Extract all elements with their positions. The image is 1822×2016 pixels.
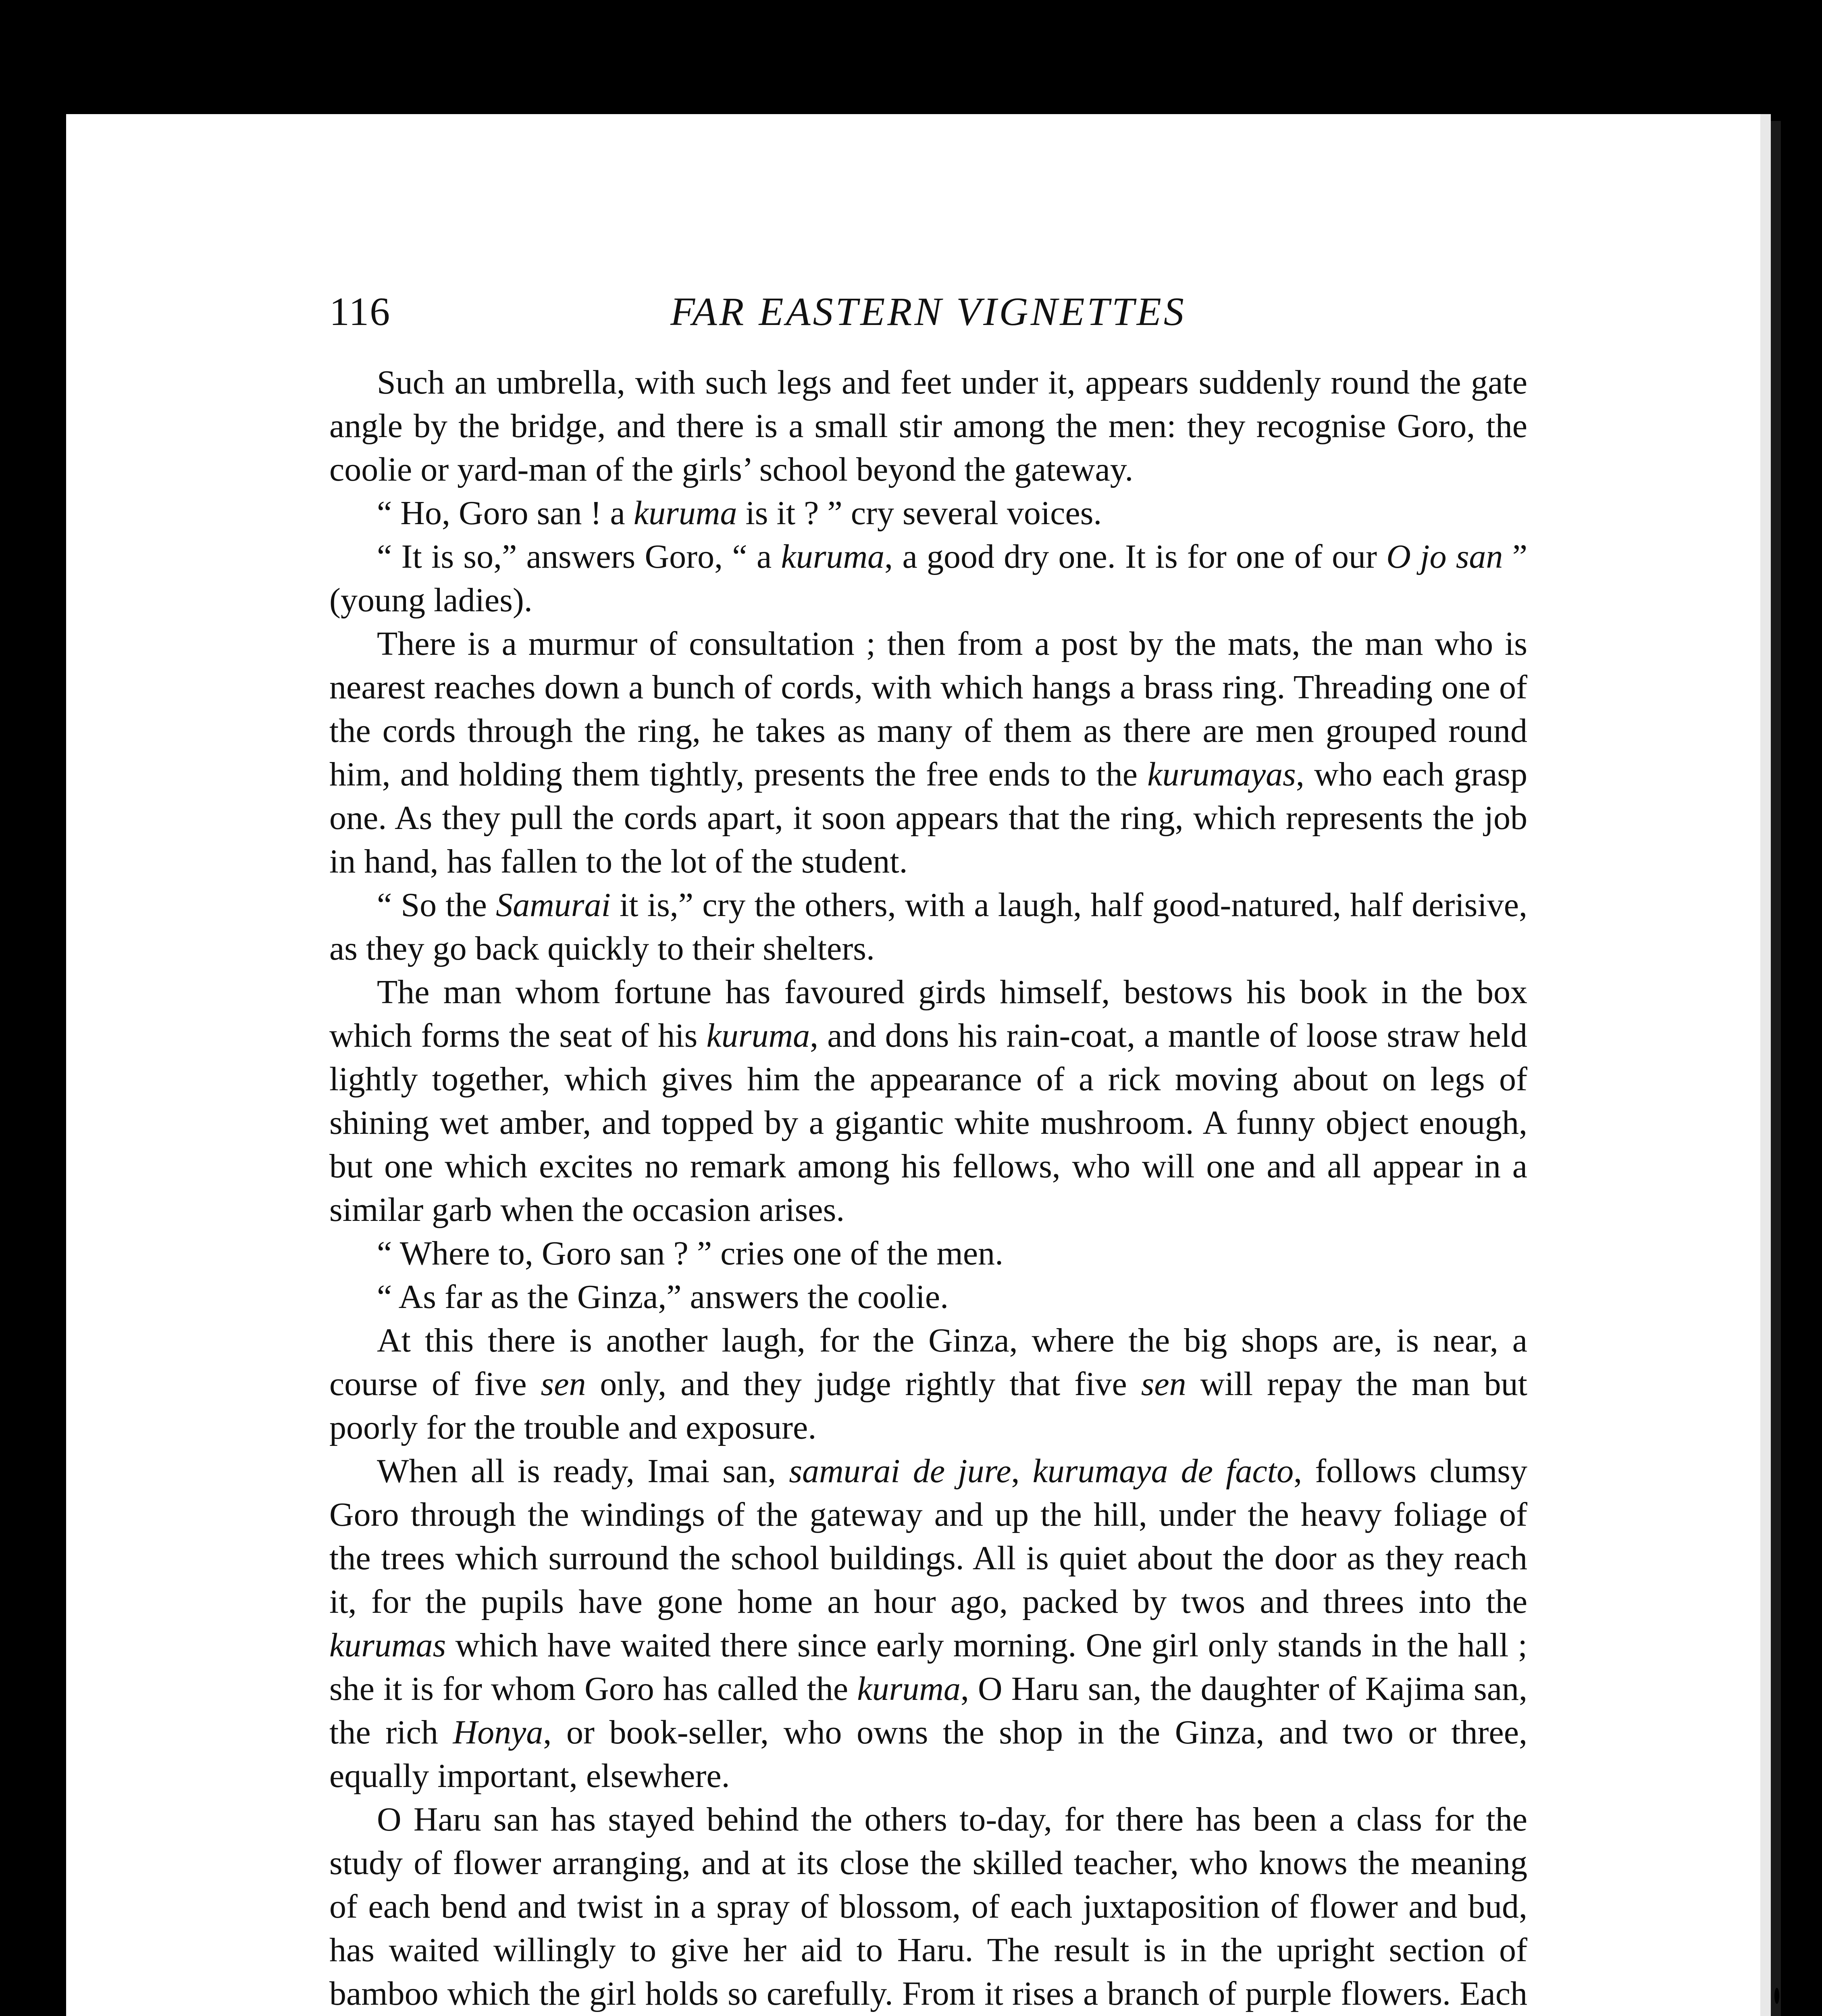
text-run: “ As far as the Ginza,” answers the coolie. [377, 1278, 949, 1316]
text-run: When all is ready, Imai san, [377, 1452, 789, 1490]
text-run: it is,” cry the others, with a laugh, half good-natured, half derisive, as they go back quickly to their shelters. [329, 886, 1527, 967]
italic-term: kuruma [706, 1017, 810, 1054]
scan-speck [1774, 1988, 1779, 2004]
page-number: 116 [329, 289, 391, 334]
page-edge [1760, 114, 1771, 2016]
text-run: , [1011, 1452, 1033, 1490]
paragraph [329, 622, 1527, 883]
text-run: “ It is so,” answers Goro, “ a [377, 538, 781, 575]
text-run: , follows clumsy Goro through the windings of the gateway and up the hill, under the heavy foliage of the trees which surround the school buildings. All is quiet about the door as they reach it, for the pupils have gone home an hour ago, packed by twos and threes into the [329, 1452, 1527, 1620]
paragraph [329, 1450, 1527, 1798]
text-run: , and dons his rain-coat, a mantle of loose straw held lightly together, which gives him the appearance of a rick moving about on legs of shining wet amber, and topped by a gigantic white mushroom. A funny object enough, but one which excites no remark among his fellows, who will one and all appear in a similar garb when the occasion arises. [329, 1017, 1527, 1229]
paragraph [329, 1319, 1527, 1450]
paragraph [329, 492, 1527, 535]
paragraph [329, 971, 1527, 1232]
italic-term: kuruma [633, 494, 737, 532]
paragraph [329, 1232, 1527, 1275]
text-run: ” (young ladies). [329, 538, 1527, 619]
italic-term: kuruma [781, 538, 885, 575]
text-run: “ Where to, Goro san ? ” cries one of the men. [377, 1235, 1004, 1272]
text-run: will repay the man but poorly for the trouble and exposure. [329, 1365, 1528, 1446]
paragraph [329, 883, 1527, 971]
italic-term: sen [1141, 1365, 1186, 1403]
text-run: , O Haru san, the daughter of Kajima san, the rich [329, 1670, 1527, 1751]
text-run: Such an umbrella, with such legs and feet under it, appears suddenly round the gate angle by the bridge, and there is a small stir among the men: they recognise Goro, the coolie or yard-man of the girls’ school beyond the gateway. [329, 364, 1527, 488]
text-run: only, and they judge rightly that five [586, 1365, 1141, 1403]
italic-term: Honya [453, 1714, 543, 1751]
paragraph [329, 1275, 1527, 1319]
italic-term: kurumayas [1147, 756, 1296, 793]
running-head [329, 288, 1527, 345]
text-run: , a good dry one. It is for one of our [884, 538, 1387, 575]
text-run: There is a murmur of consultation ; then from a post by the mats, the man who is nearest reaches down a bunch of cords, with which hangs a brass ring. Threading one of the cords through the ring, he takes as many of them as there are men grouped round him, and holding them tightly, presents the free ends to the [329, 625, 1527, 793]
text-run: The man whom fortune has favoured girds himself, bestows his book in the box which forms the seat of his [329, 973, 1527, 1054]
text-run: “ So the [377, 886, 496, 924]
paragraph [329, 535, 1527, 622]
running-title: FAR EASTERN VIGNETTES [670, 289, 1186, 334]
text-run: , who each grasp one. As they pull the cords apart, it soon appears that the ring, which represents the job in hand, has fallen to the lot of the student. [329, 756, 1527, 880]
italic-term: O jo san [1386, 538, 1503, 575]
italic-term: kurumaya de facto [1032, 1452, 1294, 1490]
body-text [329, 361, 1527, 2016]
italic-term: sen [541, 1365, 586, 1403]
paragraph [329, 361, 1527, 492]
paragraph [329, 1798, 1527, 2016]
text-run: O Haru san has stayed behind the others to-day, for there has been a class for the study of flower arranging, and at its close the skilled teacher, who knows the meaning of each bend and twist in a spray of blossom, of each juxtaposition of flower and bud, has waited willingly to give her aid to Haru. The result is in the upright section of bamboo which the girl holds so carefully. From it rises a branch of purple flowers. Each [329, 1801, 1527, 2012]
text-run: which have waited there since early morning. One girl only stands in the hall ; she it is for whom Goro has called the [329, 1627, 1527, 1708]
italic-term: Samurai [496, 886, 611, 924]
italic-term: samurai de jure [789, 1452, 1011, 1490]
text-run: At this there is another laugh, for the Ginza, where the big shops are, is near, a course of five [329, 1322, 1527, 1403]
italic-term: kuruma [857, 1670, 961, 1708]
text-run: , or book-seller, who owns the shop in the Ginza, and two or three, equally important, elsewhere. [329, 1714, 1528, 1795]
text-run: “ Ho, Goro san ! a [377, 494, 634, 532]
text-run: is it ? ” cry several voices. [737, 494, 1102, 532]
italic-term: kurumas [329, 1627, 446, 1664]
